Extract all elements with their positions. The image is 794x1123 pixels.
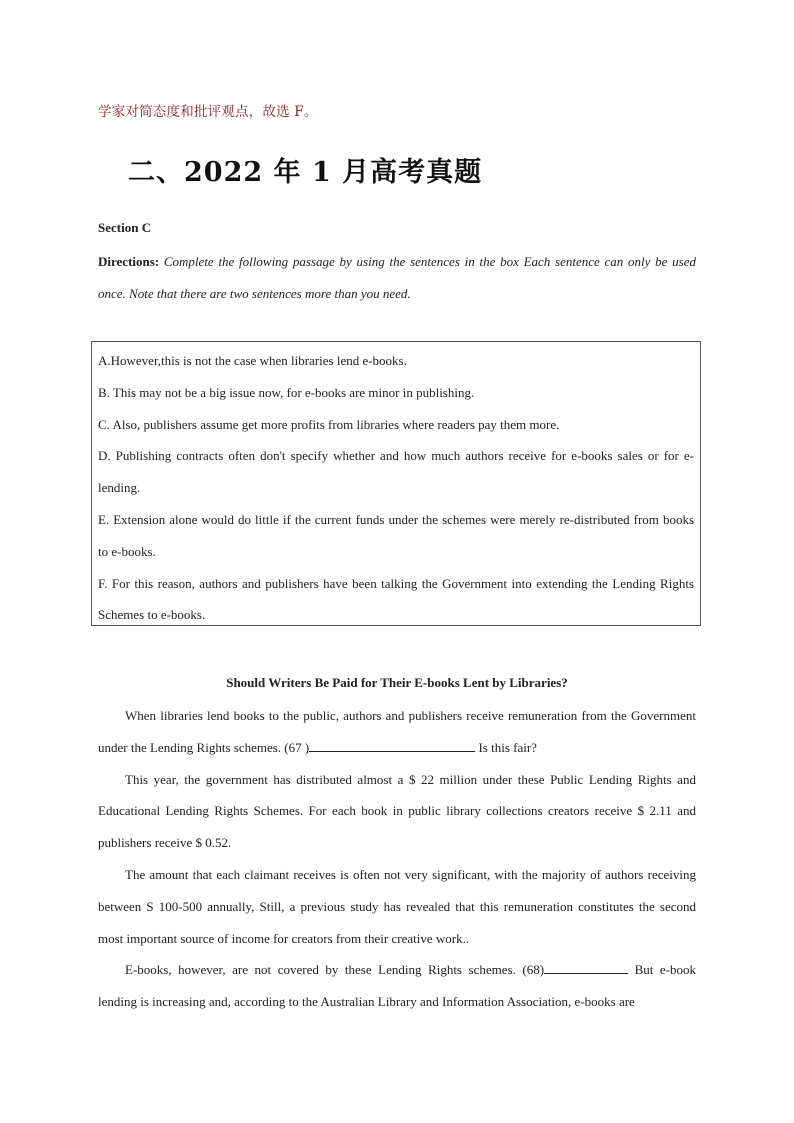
paragraph-3: The amount that each claimant receives is often not very significant, with the majority of authors receiving between S 100-500 annually, Still, a previous study has revealed that this remuneration constitutes the second most important source of income for creators from their creative work..: [98, 866, 696, 946]
option-d: D. Publishing contracts often don't specify whether and how much authors receive for e-books sales or for e-lending.: [98, 448, 694, 496]
option-b: B. This may not be a big issue now, for e-books are minor in publishing.: [98, 384, 475, 400]
option-f: F. For this reason, authors and publishers have been talking the Government into extending the Lending Rights Schemes to e-books.: [98, 575, 694, 623]
answer-explanation-note: 学家对简态度和批评观点，故选 F。: [98, 104, 318, 120]
directions-label: Directions:: [98, 254, 160, 269]
blank-68[interactable]: [544, 960, 628, 974]
paragraph-1-text: When libraries lend books to the public, authors and publishers receive remuneration from the Government under the Lending Rights schemes. (67 ): [98, 708, 696, 755]
directions-text: Complete the following passage by using the sentences in the box Each sentence can only be used once. Note that there are two sentences more than you need.: [98, 254, 696, 301]
passage-body: [98, 700, 696, 1018]
directions: [98, 246, 696, 310]
option-a: A.However,this is not the case when libraries lend e-books.: [98, 353, 407, 368]
paragraph-1-end: Is this fair?: [475, 739, 537, 755]
paragraph-1: [98, 700, 696, 764]
blank-67[interactable]: [309, 738, 475, 752]
paragraph-2: This year, the government has distributed almost a $ 22 million under these Public Lending Rights and Educational Lending Rights Schemes. For each book in public library collections creators receive $ 2.11 and publishers receive $ 0.52.: [98, 771, 696, 851]
option-c: C. Also, publishers assume get more profits from libraries where readers pay them more.: [98, 416, 560, 432]
paragraph-4-end: But e-book lending is increasing and, according to the Australian Library and Information Association, e-books are: [98, 962, 696, 1010]
section-label: Section C: [98, 220, 152, 235]
paragraph-4: [98, 954, 696, 1018]
option-e: E. Extension alone would do little if the current funds under the schemes were merely re-distributed from books to e-books.: [98, 511, 694, 559]
page-heading: 二、2022 年 1 月高考真题: [128, 157, 483, 188]
options-box: [91, 341, 701, 626]
paragraph-4-text: E-books, however, are not covered by these Lending Rights schemes. (68): [125, 962, 545, 978]
passage-title: Should Writers Be Paid for Their E-books Lent by Libraries?: [226, 675, 568, 690]
